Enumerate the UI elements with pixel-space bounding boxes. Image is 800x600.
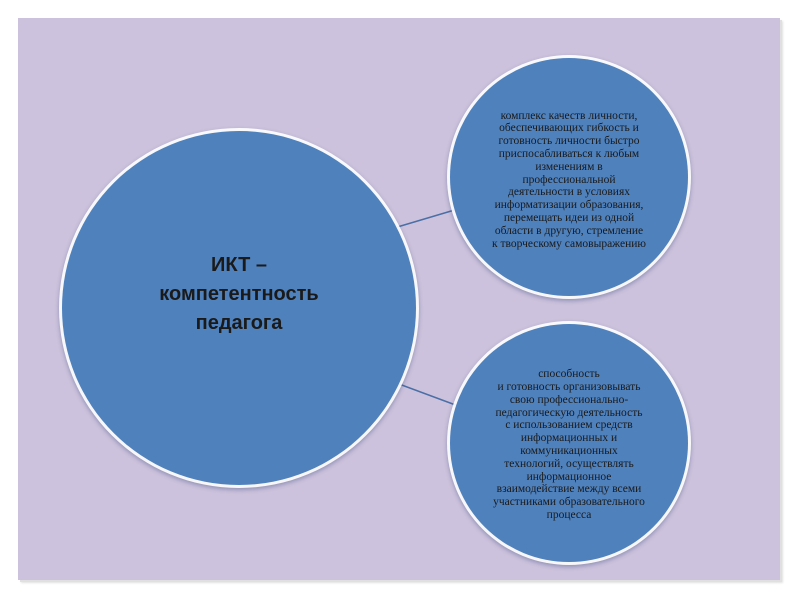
bottom-label: способность и готовность организовывать свою профессионально- педагогическую деятельность с использованием средств информационных и коммуникационных технологий, осуществлять информационное взаимодействие между всеми участниками образовательного процесса — [493, 368, 645, 521]
top-label: комплекс качеств личности, обеспечивающих гибкость и готовность личности быстро приспосабливаться к любым изменениям в профессиональной деятельности в условиях информатизации образования, перемещать идеи из одной области в другую, стремление к творческому самовыражению — [492, 109, 646, 250]
center-circle — [62, 131, 416, 485]
top-circle — [450, 58, 688, 296]
center-label: ИКТ – компетентность педагога — [159, 253, 319, 334]
bottom-circle — [450, 324, 688, 562]
slide — [18, 18, 780, 580]
